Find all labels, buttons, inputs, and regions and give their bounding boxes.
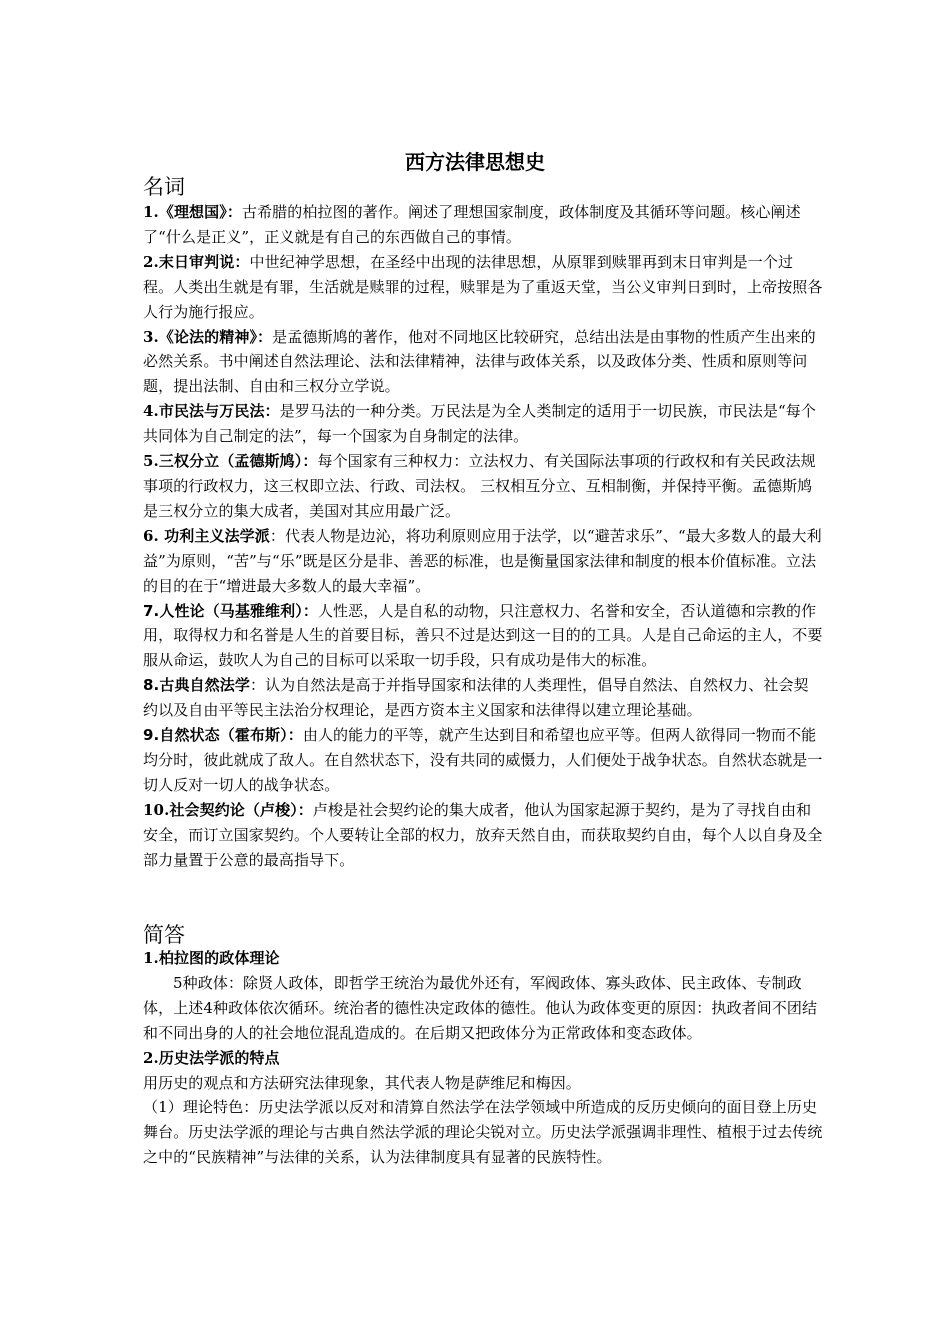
question-title-2: 2.历史法学派的特点: [143, 1048, 280, 1067]
term-definition: 卢梭是社会契约论的集大成者，他认为国家起源于契约，是为了寻找自由和安全，而订立国家契约。个人要转让全部的权力，放弃天然自由，而获取契约自由，每个人以自身及全部力量置于公意的最高指导下。: [143, 800, 823, 869]
terms-list: [143, 200, 823, 872]
answer-point-2-1: （1）理论特色：历史法学派以反对和清算自然法学在法学领域中所造成的反历史倾向的面目登上历史舞台。历史法学派的理论与古典自然法学派的理论尖锐对立。历史法学派强调非理性、植根于过去传统之中的“民族精神”与法律的关系，认为法律制度具有显著的民族特性。: [143, 1098, 823, 1167]
term-entry-1: [143, 200, 823, 250]
term-entry-4: [143, 399, 823, 449]
term-entry-2: [143, 250, 823, 325]
term-number: 7.: [143, 601, 160, 620]
term-definition: ：认为自然法是高于并指导国家和法律的人类理性，倡导自然法、自然权力、社会契约以及自由平等民主法治分权理论，是西方资本主义国家和法律得以建立理论基础。: [143, 676, 809, 720]
term-label: 自然状态（霍布斯）：: [159, 726, 303, 745]
section-heading-answers: 简答: [143, 923, 185, 947]
term-label: 2.末日审判说：: [143, 252, 250, 271]
answer-paragraph-1: 5种政体：除贤人政体，即哲学王统治为最优外还有，军阀政体、寡头政体、民主政体、专制政体，上述4种政体依次循环。统治者的德性决定政体的德性。他认为政体变更的原因：执政者间不团结和不同出身的人的社会地位混乱造成的。在后期又把政体分为正常政体和变态政体。: [143, 973, 818, 1042]
answer-intro-2: 用历史的观点和方法研究法律现象，其代表人物是萨维尼和梅因。: [143, 1073, 581, 1092]
term-entry-6: [143, 524, 823, 599]
term-number: 8.: [143, 676, 160, 695]
term-definition: 人性恶，人是自私的动物，只注意权力、名誉和安全，否认道德和宗教的作用，取得权力和名誉是人生的首要目标，善只不过是达到这一目的的工具。人是自己命运的主人，不要服从命运，鼓吹人为自己的目标可以采取一切手段，只有成功是伟大的标准。: [143, 601, 823, 670]
term-definition: 由人的能力的平等，就产生达到目和希望也应平等。但两人欲得同一物而不能均分时，彼此就成了敌人。在自然状态下，没有共同的威慑力，人们便处于战争状态。自然状态就是一切人反对一切人的战争状态。: [143, 726, 823, 794]
question-title-1: 1.柏拉图的政体理论: [143, 949, 280, 967]
document-title: 西方法律思想史: [405, 150, 545, 174]
answers-block: [143, 946, 823, 1170]
term-label: 4.市民法与万民法：: [143, 402, 280, 421]
term-definition: 古希腊的柏拉图的著作。阐述了理想国家制度，政体制度及其循环等问题。核心阐述了“什么是正义”，正义就是有自己的东西做自己的事情。: [143, 203, 801, 246]
term-entry-9: [143, 723, 823, 798]
term-entry-3: [143, 325, 823, 400]
term-label: 1.《理想国》：: [143, 203, 242, 221]
term-number: 9.: [143, 726, 160, 745]
term-label: 10.社会契约论（卢梭）：: [143, 800, 313, 819]
term-label: 古典自然法学: [159, 676, 250, 695]
term-entry-7: [143, 599, 823, 674]
term-entry-8: [143, 673, 823, 723]
term-entry-5: [143, 449, 823, 524]
term-definition: ：代表人物是边沁，将功利原则应用于法学，以“避苦求乐”、“最大多数人的最大利益”为原则，“苦”与“乐”既是区分是非、善恶的标准，也是衡量国家法律和制度的根本价值标准。立法的目的在于“增进最大多数人的最大幸福”。: [143, 526, 822, 595]
term-definition: 是罗马法的一种分类。万民法是为全人类制定的适用于一切民族，市民法是“每个共同体为自己制定的法”，每一个国家为自身制定的法律。: [143, 402, 816, 446]
term-label: 6. 功利主义法学派: [143, 526, 270, 545]
term-definition: 每个国家有三种权力：立法权力、有关国际法事项的行政权和有关民政法规事项的行政权力，这三权即立法、行政、司法权。 三权相互分立、互相制衡，并保持平衡。孟德斯鸠是三权分立的集大成者，美国对其应用最广泛。: [143, 452, 816, 520]
section-heading-terms: 名词: [143, 175, 185, 199]
term-definition: 是孟德斯鸠的著作，他对不同地区比较研究，总结出法是由事物的性质产生出来的必然关系。书中阐述自然法理论、法和法律精神，法律与政体关系，以及政体分类、性质和原则等问题，提出法制、自由和三权分立学说。: [143, 327, 816, 396]
term-label: 5.三权分立（孟德斯鸠）：: [143, 452, 318, 471]
term-label: 3.《论法的精神》：: [143, 327, 273, 346]
term-entry-10: [143, 798, 823, 873]
term-definition: 中世纪神学思想，在圣经中出现的法律思想，从原罪到赎罪再到末日审判是一个过程。人类出生就是有罪，生活就是赎罪的过程，赎罪是为了重返天堂，当公义审判日到时，上帝按照各人行为施行报应。: [143, 252, 823, 321]
term-label: 人性论（马基雅维利）：: [159, 601, 318, 620]
